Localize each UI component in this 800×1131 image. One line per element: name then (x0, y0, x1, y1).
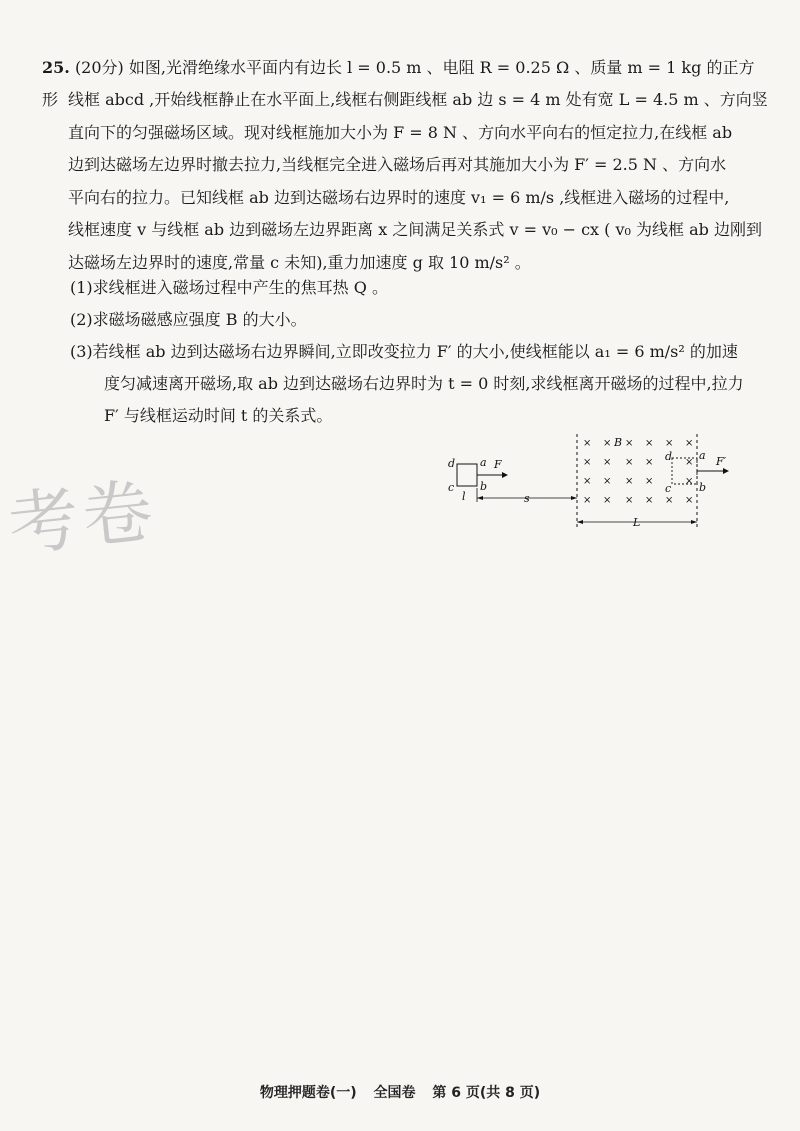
subquestion-3-line-2: 度匀减速离开磁场,取 ab 边到达磁场右边界时为 t = 0 时刻,求线框离开磁场的过程中,拉力 (104, 374, 744, 393)
label-b: b (480, 480, 488, 493)
field-cross: × (583, 438, 592, 449)
label-F-prime: F′ (716, 455, 727, 468)
field-cross: × (665, 495, 674, 506)
question-line-5: 平向右的拉力。已知线框 ab 边到达磁场右边界时的速度 v₁ = 6 m/s ,线框进入磁场的过程中, (68, 187, 730, 207)
field-cross: × (645, 495, 654, 506)
label-L: L (633, 516, 641, 529)
footer-edition: 全国卷 (373, 1085, 416, 1101)
question-line-4: 边到达磁场左边界时撤去拉力,当线框完全进入磁场后再对其施加大小为 F′ = 2.5 N 、方向水 (68, 155, 727, 174)
field-cross: × (625, 457, 634, 468)
label-s: s (524, 492, 530, 505)
question-line-2: 线框 abcd ,开始线框静止在水平面上,线框右侧距线框 ab 边 s = 4 m 处有宽 L = 4.5 m 、方向竖 (68, 90, 768, 109)
field-cross: × (603, 476, 612, 487)
label-d-field: d (665, 450, 673, 463)
question-line-3: 直向下的匀强磁场区域。现对线框施加大小为 F = 8 N 、方向水平向右的恒定拉力,在线框 ab (68, 122, 733, 142)
question-number: 25. (42, 58, 70, 77)
force-prime-arrowhead (723, 468, 729, 474)
physics-diagram (440, 432, 740, 532)
question-line-1: 如图,光滑绝缘水平面内有边长 l = 0.5 m 、电阻 R = 0.25 Ω 、质量 m = 1 kg 的正方形 (42, 58, 755, 109)
field-cross: × (685, 457, 694, 468)
L-arrow-right (691, 520, 697, 524)
label-B: B (614, 436, 623, 449)
magnetic-field-crosses (583, 438, 693, 506)
field-cross: × (603, 457, 612, 468)
s-arrow-left (477, 496, 483, 500)
field-cross: × (583, 495, 592, 506)
watermark: 考卷 (4, 469, 161, 567)
footer-page: 第 6 页(共 8 页) (432, 1085, 541, 1101)
label-c: c (448, 481, 455, 494)
field-cross: × (625, 438, 634, 449)
label-l: l (462, 490, 466, 503)
field-cross: × (685, 495, 694, 506)
field-cross: × (645, 457, 654, 468)
field-cross: × (645, 438, 654, 449)
subquestion-3: (3)若线框 ab 边到达磁场右边界瞬间,立即改变拉力 F′ 的大小,使线框能以 a₁ = 6 m/s² 的加速 (70, 342, 738, 361)
wire-frame-square (457, 464, 477, 486)
field-cross: × (603, 438, 612, 449)
field-cross: × (583, 476, 592, 487)
field-cross: × (685, 476, 694, 487)
question-body (68, 84, 768, 279)
s-arrow-right (571, 496, 577, 500)
field-cross: × (625, 495, 634, 506)
page-footer (0, 1082, 800, 1102)
field-cross: × (665, 438, 674, 449)
subquestion-1: (1)求线框进入磁场过程中产生的焦耳热 Q 。 (70, 278, 388, 297)
L-arrow-left (577, 520, 583, 524)
subquestion-2: (2)求磁场磁感应强度 B 的大小。 (70, 310, 307, 329)
field-cross: × (583, 457, 592, 468)
footer-title: 物理押题卷(一) (259, 1085, 357, 1101)
force-arrowhead (502, 472, 508, 478)
field-cross: × (685, 438, 694, 449)
label-b-field: b (699, 481, 707, 494)
question-line-7: 达磁场左边界时的速度,常量 c 未知),重力加速度 g 取 10 m/s² 。 (68, 252, 531, 272)
field-cross: × (625, 476, 634, 487)
field-cross: × (645, 476, 654, 487)
label-a-field: a (699, 449, 706, 462)
question-line-6: 线框速度 v 与线框 ab 边到磁场左边界距离 x 之间满足关系式 v = v₀ − cx ( v₀ 为线框 ab 边刚到 (68, 220, 762, 239)
label-d: d (448, 457, 456, 470)
label-c-field: c (665, 482, 672, 495)
question-score: (20分) (74, 58, 124, 77)
field-cross: × (603, 495, 612, 506)
label-a: a (480, 456, 487, 469)
subquestion-3-line-3: F′ 与线框运动时间 t 的关系式。 (104, 406, 333, 425)
label-F: F (494, 458, 502, 471)
